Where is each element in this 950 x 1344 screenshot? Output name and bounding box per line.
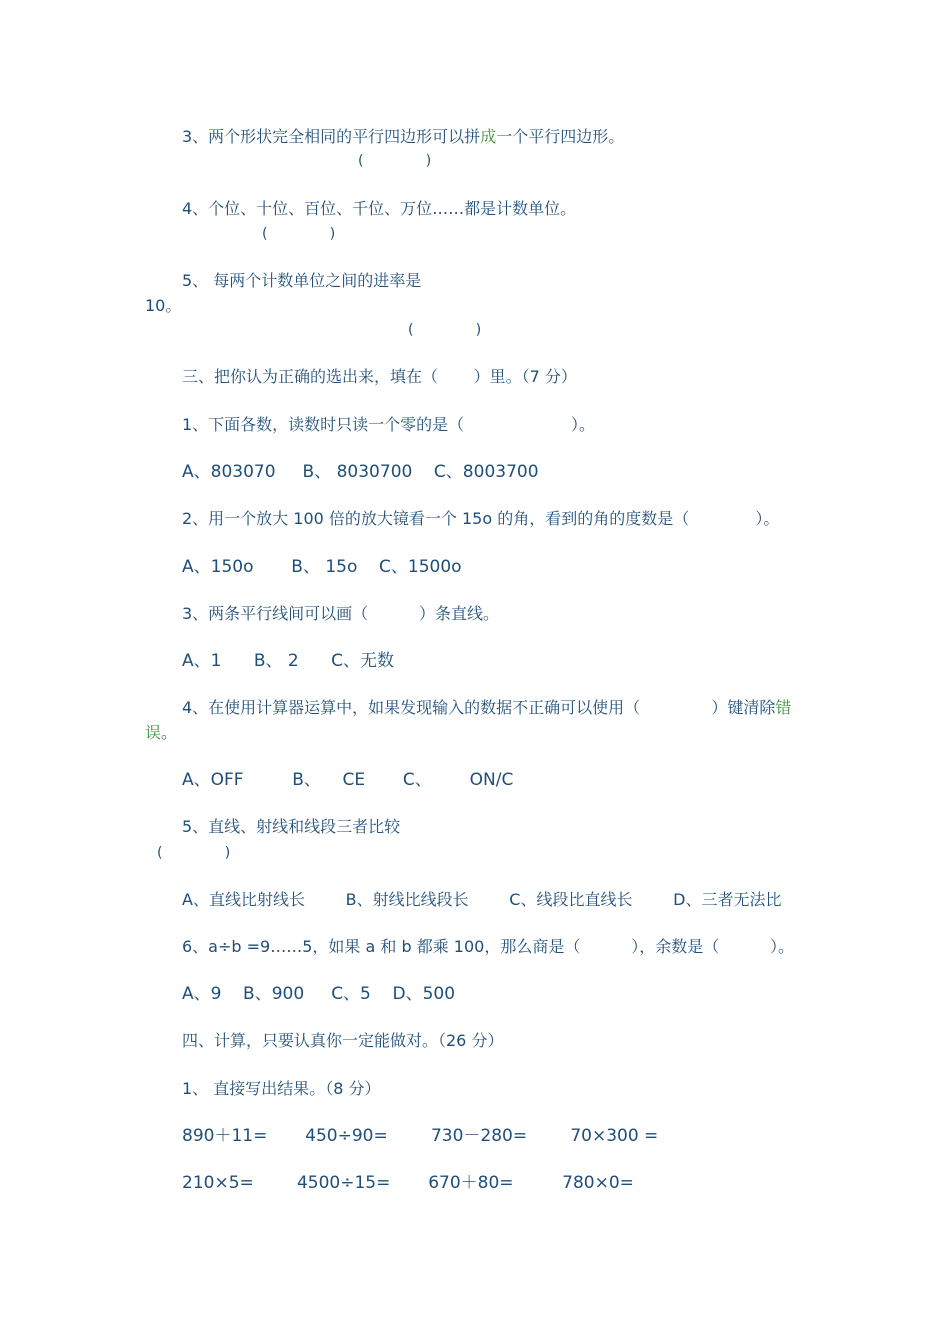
s3-q3-options: A、1 B、 2 C、无数 <box>182 651 395 671</box>
judge-q4-answer-paren: ( ) <box>262 226 336 242</box>
s3-q4-text <box>182 698 791 718</box>
s3-q6-text: 6、a÷b =9……5，如果 a 和 b 都乘 100，那么商是（ ），余数是（ ）。 <box>182 937 795 956</box>
s3-q5-options: A、直线比射线长 B、射线比线段长 C、线段比直线长 D、三者无法比 <box>182 890 782 909</box>
s3-q4-highlight: 错 <box>775 698 792 717</box>
s3-q6-options: A、9 B、900 C、5 D、500 <box>182 984 456 1004</box>
s3-q4-options: A、OFF B、 CE C、 ON/C <box>182 770 514 790</box>
s4-calc-row-2: 210×5= 4500÷15= 670＋80= 780×0= <box>182 1173 634 1193</box>
s3-q4-text-a: 4、在使用计算器运算中，如果发现输入的数据不正确可以使用（ ）键清除 <box>182 698 776 717</box>
judge-q3-text <box>182 127 624 147</box>
judge-q3-highlight: 成 <box>480 127 497 146</box>
s3-q5-text: 5、直线、射线和线段三者比较 <box>182 817 401 836</box>
s3-q2-options: A、150o B、 15o C、1500o <box>182 557 462 577</box>
s3-q4-text-cont <box>145 723 177 743</box>
s4-calc-row-1: 890＋11= 450÷90= 730－280= 70×300 = <box>182 1126 659 1146</box>
s3-q1-options: A、803070 B、 8030700 C、8003700 <box>182 462 539 482</box>
section3-heading: 三、把你认为正确的选出来，填在（ ）里。（7 分） <box>182 367 577 386</box>
judge-q5-text-cont: 10。 <box>145 296 182 315</box>
s3-q2-text: 2、用一个放大 100 倍的放大镜看一个 15o 的角，看到的角的度数是（ ）。 <box>182 509 780 528</box>
s3-q1-text: 1、下面各数，读数时只读一个零的是（ ）。 <box>182 415 595 434</box>
section4-heading: 四、计算，只要认真你一定能做对。（26 分） <box>182 1031 504 1050</box>
judge-q3-text-a: 3、两个形状完全相同的平行四边形可以拼 <box>182 127 481 146</box>
s3-q4-highlight-cont: 误 <box>145 723 162 742</box>
judge-q5-answer-paren: ( ) <box>408 322 482 338</box>
s4-sub1-heading: 1、 直接写出结果。（8 分） <box>182 1079 381 1098</box>
judge-q4-text: 4、个位、十位、百位、千位、万位……都是计数单位。 <box>182 199 577 218</box>
judge-q3-answer-paren: ( ) <box>358 153 432 169</box>
judge-q3-text-b: 一个平行四边形。 <box>496 127 625 146</box>
s3-q5-answer-paren: ( ) <box>157 845 231 861</box>
s3-q3-text: 3、两条平行线间可以画（ ）条直线。 <box>182 604 500 623</box>
judge-q5-text: 5、 每两个计数单位之间的进率是 <box>182 271 422 290</box>
s3-q4-text-end: 。 <box>161 723 178 742</box>
